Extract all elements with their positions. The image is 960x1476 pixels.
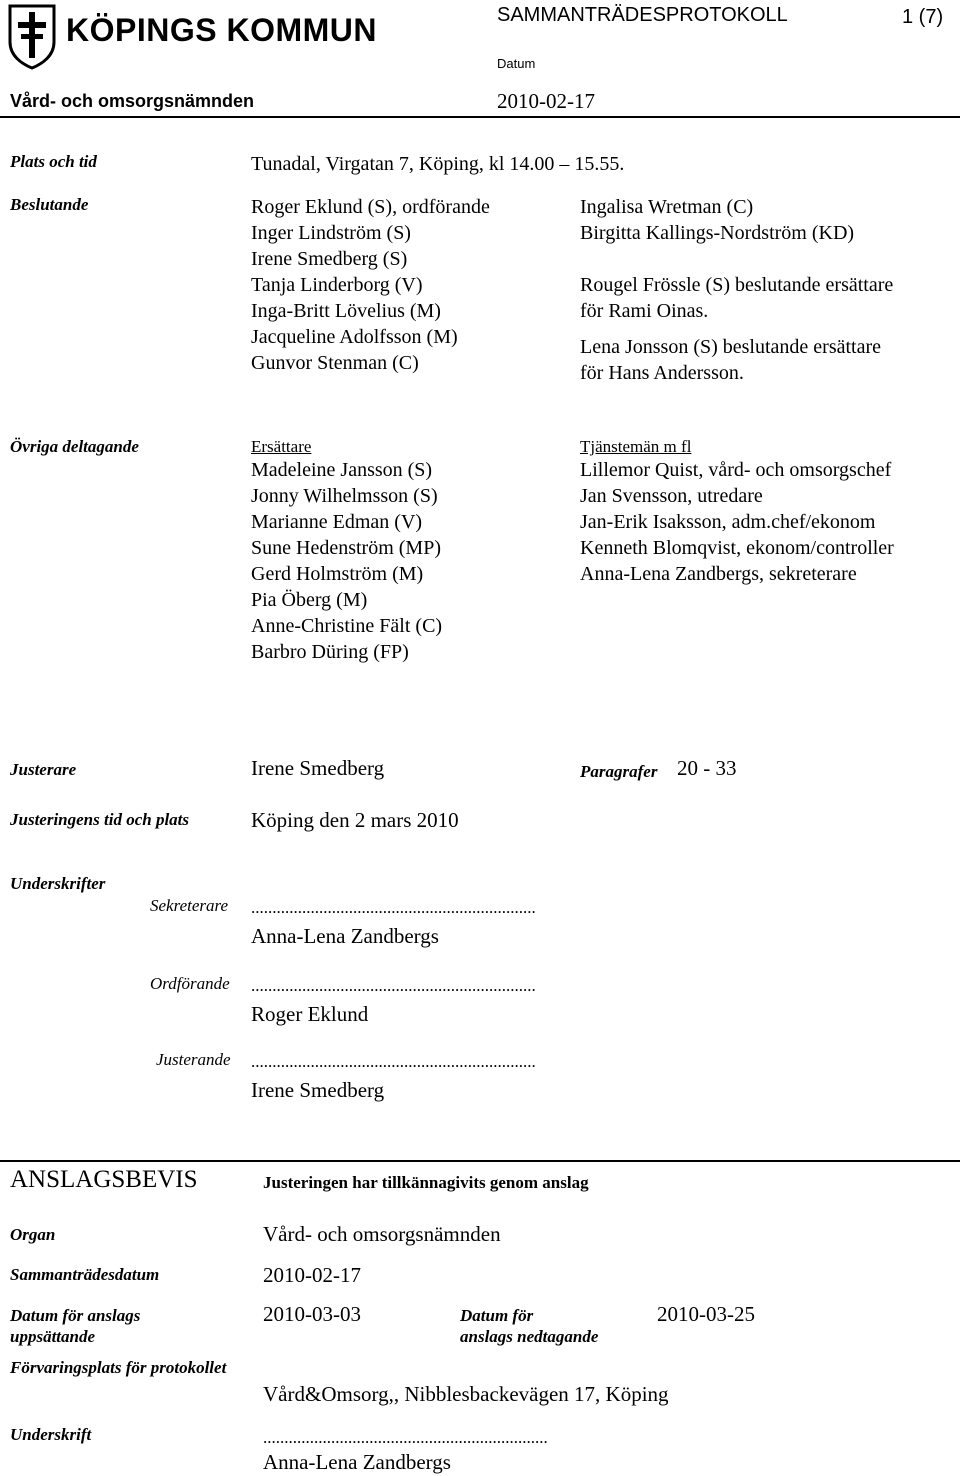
list-item: Barbro Düring (FP) xyxy=(251,641,409,663)
organ-value: Vård- och omsorgsnämnden xyxy=(263,1222,501,1246)
notice-divider xyxy=(0,1160,960,1162)
list-item: Irene Smedberg (S) xyxy=(251,248,408,270)
list-item: Birgitta Kallings-Nordström (KD) xyxy=(580,222,855,244)
notice-subtitle: Justeringen har tillkännagivits genom anslag xyxy=(263,1173,589,1192)
list-item: Inger Lindström (S) xyxy=(251,222,411,244)
list-item: Rougel Frössle (S) beslutande ersättare xyxy=(580,274,894,296)
list-item: Jan-Erik Isaksson, adm.chef/ekonom xyxy=(580,511,876,533)
list-item: Ingalisa Wretman (C) xyxy=(580,196,754,218)
signature-line: ................................................................... xyxy=(251,1052,536,1071)
officials-header: Tjänstemän m fl xyxy=(580,437,692,456)
storage-label: Förvaringsplats för protokollet xyxy=(10,1358,227,1377)
list-item: Jan Svensson, utredare xyxy=(580,485,763,507)
storage-value: Vård&Omsorg,, Nibblesbackevägen 17, Köping xyxy=(263,1382,669,1406)
list-item: Lillemor Quist, vård- och omsorgschef xyxy=(580,459,892,481)
notice-signature-line: ................................................................... xyxy=(263,1428,548,1447)
adjusting-label: Justerande xyxy=(156,1050,231,1069)
page-number: 1 (7) xyxy=(902,6,944,28)
signatures-label: Underskrifter xyxy=(10,874,106,893)
posted-date-value: 2010-03-03 xyxy=(263,1302,361,1326)
secretary-name: Anna-Lena Zandbergs xyxy=(251,924,439,948)
list-item: Lena Jonsson (S) beslutande ersättare xyxy=(580,336,882,358)
adjust-time-place-label: Justeringens tid och plats xyxy=(10,810,190,829)
notice-title: ANSLAGSBEVIS xyxy=(10,1166,198,1193)
secretary-label: Sekreterare xyxy=(150,896,229,915)
deciding-list-left xyxy=(251,194,490,376)
removed-date-label: Datum för anslags nedtagande xyxy=(460,1306,599,1346)
list-item: Pia Öberg (M) xyxy=(251,589,368,611)
chair-label: Ordförande xyxy=(150,974,230,993)
adjuster-label: Justerare xyxy=(10,760,77,779)
removed-date-value: 2010-03-25 xyxy=(657,1302,755,1326)
adjust-time-place-value: Köping den 2 mars 2010 xyxy=(251,808,459,832)
substitutes-list xyxy=(251,457,442,665)
meeting-date-value: 2010-02-17 xyxy=(263,1263,361,1287)
others-label: Övriga deltagande xyxy=(10,437,139,456)
paragraphs-label: Paragrafer xyxy=(580,762,658,781)
list-item: Jonny Wilhelmsson (S) xyxy=(251,485,438,507)
logo-text: KÖPINGS KOMMUN xyxy=(66,12,377,48)
organ-label: Organ xyxy=(10,1225,56,1244)
list-item: Gunvor Stenman (C) xyxy=(251,352,419,374)
coat-of-arms-icon xyxy=(8,4,56,70)
board-name: Vård- och omsorgsnämnden xyxy=(10,91,255,111)
meeting-date-label: Sammanträdesdatum xyxy=(10,1265,160,1284)
signature-line: ................................................................... xyxy=(251,898,536,917)
header-date: 2010-02-17 xyxy=(497,89,595,113)
signature-label: Underskrift xyxy=(10,1425,92,1444)
list-item: Sune Hedenström (MP) xyxy=(251,537,441,559)
list-item: Anne-Christine Fält (C) xyxy=(251,615,443,637)
list-item: för Rami Oinas. xyxy=(580,300,709,322)
list-item: Roger Eklund (S), ordförande xyxy=(251,196,490,218)
deciding-label: Beslutande xyxy=(10,195,89,214)
list-item: Madeleine Jansson (S) xyxy=(251,459,433,481)
adjuster-value: Irene Smedberg xyxy=(251,756,385,780)
signature-line: ................................................................... xyxy=(251,976,536,995)
date-label: Datum xyxy=(497,56,536,71)
place-time-label: Plats och tid xyxy=(10,152,97,171)
list-item: Tanja Linderborg (V) xyxy=(251,274,423,296)
chair-name: Roger Eklund xyxy=(251,1002,369,1026)
list-item: Kenneth Blomqvist, ekonom/controller xyxy=(580,537,894,559)
header-divider xyxy=(0,116,960,118)
document-type: SAMMANTRÄDESPROTOKOLL xyxy=(497,4,788,26)
list-item: Jacqueline Adolfsson (M) xyxy=(251,326,458,348)
notice-signature-name: Anna-Lena Zandbergs xyxy=(263,1450,451,1474)
list-item: Marianne Edman (V) xyxy=(251,511,423,533)
substitutes-header: Ersättare xyxy=(251,437,312,456)
list-item: Gerd Holmström (M) xyxy=(251,563,424,585)
list-item: Inga-Britt Lövelius (M) xyxy=(251,300,441,322)
list-item: Anna-Lena Zandbergs, sekreterare xyxy=(580,563,857,585)
place-time-value: Tunadal, Virgatan 7, Köping, kl 14.00 – 15.55. xyxy=(251,153,625,175)
paragraphs-value: 20 - 33 xyxy=(677,756,737,780)
adjusting-name: Irene Smedberg xyxy=(251,1078,385,1102)
deciding-list-right xyxy=(580,194,893,386)
municipality-logo xyxy=(8,4,377,70)
posted-date-label: Datum för anslags uppsättande xyxy=(10,1306,141,1346)
officials-list xyxy=(580,457,894,587)
list-item: för Hans Andersson. xyxy=(580,362,744,384)
